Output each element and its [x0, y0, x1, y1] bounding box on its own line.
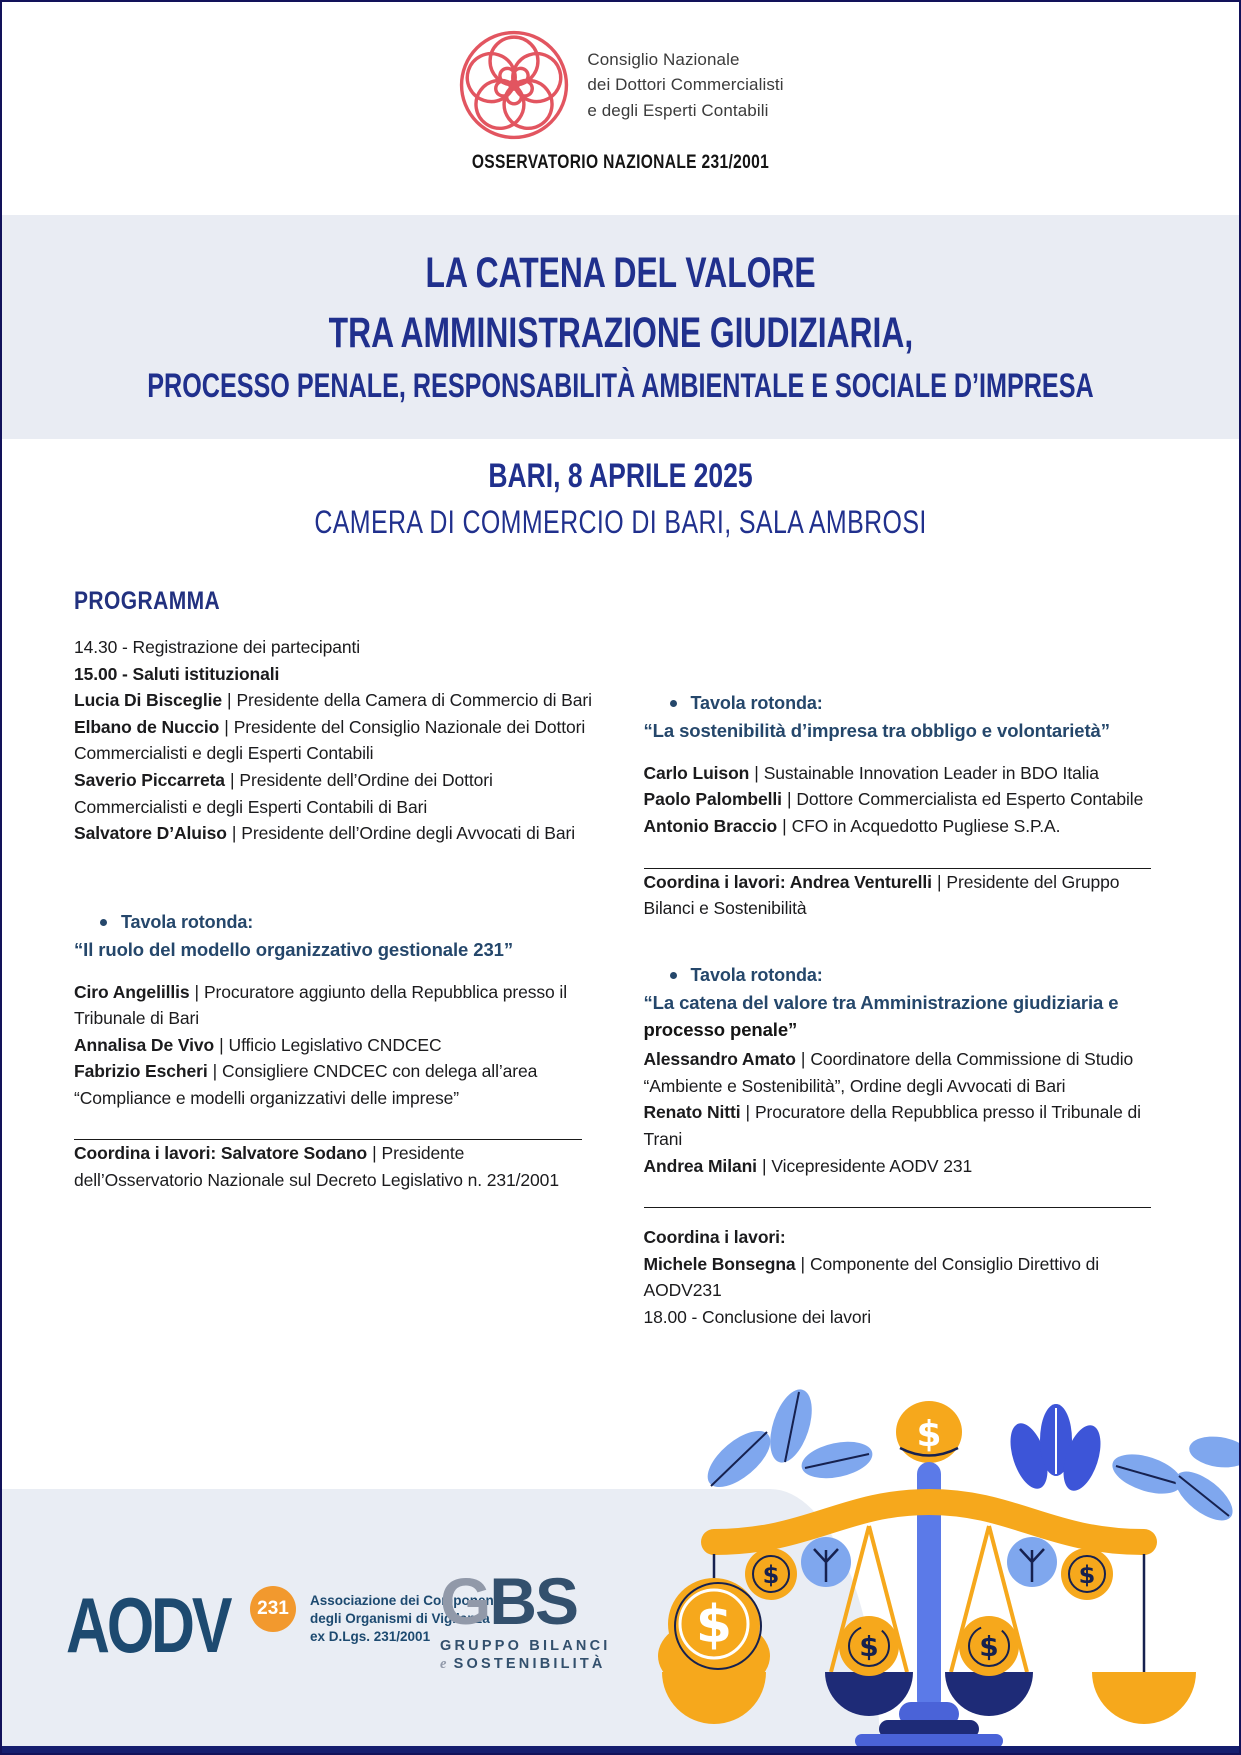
coin-small-left — [745, 1548, 797, 1600]
event-date: BARI, 8 APRILE 2025 — [488, 457, 753, 495]
roundtable-2-heading — [644, 690, 1168, 745]
event-title-line-2: TRA AMMINISTRAZIONE GIUDIZIARIA, — [328, 308, 913, 357]
roundtable-2-label: Tavola rotonda: — [644, 690, 1168, 717]
observatory-label: OSSERVATORIO NAZIONALE 231/2001 — [471, 152, 770, 173]
speaker-name: Paolo Palombelli — [643, 789, 782, 810]
speaker-entry — [74, 979, 598, 1032]
pipe-separator: | — [226, 690, 232, 711]
roundtable-1-speakers — [74, 979, 598, 1112]
speaker-entry — [644, 1153, 1168, 1180]
gbs-subtitle-rest: SOSTENIBILITÀ — [453, 1656, 606, 1672]
speaker-entry — [644, 760, 1168, 787]
speaker-name: Fabrizio Escheri — [74, 1061, 208, 1082]
speaker-role: Procuratore aggiunto della Repubblica presso il Tribunale di Bari — [74, 981, 567, 1029]
speaker-role: Ufficio Legislativo CNDCEC — [228, 1034, 442, 1055]
schedule-welcome: 15.00 - Saluti istituzionali — [74, 663, 280, 684]
money-bag — [896, 1401, 962, 1463]
speaker-role: Coordinatore della Commissione di Studio “Ambiente e Sostenibilità”, Ordine degli Avvocati di Bari — [643, 1049, 1134, 1096]
speaker-role: Presidente dell’Ordine degli Avvocati di Bari — [241, 823, 575, 844]
svg-text:$: $ — [916, 1414, 942, 1455]
roundtable-1-heading — [74, 909, 598, 964]
speaker-entry — [644, 786, 1168, 813]
gbs-subtitle-line2 — [440, 1656, 610, 1673]
coin-small-right — [1061, 1548, 1113, 1600]
speaker-entry — [74, 1058, 598, 1111]
speaker-entry — [644, 813, 1168, 840]
roundtable-3-title-blue: “La catena del valore tra Amministrazione giudiziaria e — [643, 991, 1119, 1013]
speaker-name: Lucia Di Bisceglie — [74, 690, 222, 711]
pipe-separator: | — [219, 1034, 224, 1055]
svg-text:$: $ — [762, 1561, 780, 1589]
branch-circle-left — [801, 1537, 851, 1587]
speaker-name: Renato Nitti — [643, 1102, 741, 1123]
speaker-role: Presidente della Camera di Commercio di Bari — [236, 690, 592, 711]
aodv-desc-line: Associazione dei Componenti — [310, 1593, 503, 1608]
speaker-entry — [74, 714, 598, 767]
speaker-name: Carlo Luison — [643, 762, 750, 783]
roundtable-2-speakers — [644, 760, 1168, 840]
roundtable-3-label: Tavola rotonda: — [644, 962, 1168, 989]
speaker-name: Salvatore D’Aluiso — [74, 823, 227, 844]
pipe-separator: | — [745, 1102, 750, 1123]
leaves-left — [698, 1384, 875, 1497]
coordinator-role: Presidente del Gruppo Bilanci e Sostenibilità — [643, 871, 1120, 919]
logo-text-line: dei Dottori Commercialisti — [587, 75, 784, 95]
svg-text:$: $ — [979, 1630, 999, 1663]
roundtable-2-title: “La sostenibilità d’impresa tra obbligo e volontarietà” — [643, 720, 1110, 741]
pipe-separator: | — [212, 1061, 218, 1082]
gbs-subtitle-line1: GRUPPO BILANCI — [440, 1638, 611, 1654]
pipe-separator: | — [194, 981, 199, 1002]
speaker-entry — [644, 1046, 1168, 1099]
coordinator-role: Presidente dell’Osservatorio Nazionale sul Decreto Legislativo n. 231/2001 — [74, 1143, 559, 1191]
gbs-italic-e: e — [440, 1656, 450, 1672]
pipe-separator: | — [229, 769, 235, 790]
aodv-231-badge: 231 — [250, 1586, 296, 1632]
pipe-separator: | — [782, 815, 787, 836]
coordinator-lead: Coordina i lavori: — [643, 1227, 786, 1248]
coin-pan-left — [839, 1616, 899, 1676]
aodv-desc-line: degli Organismi di Vigilanza — [310, 1611, 490, 1627]
logo-text-line: e degli Esperti Contabili — [587, 100, 769, 120]
coordinator-lead: Coordina i lavori: Andrea Venturelli — [643, 871, 932, 892]
program-column-left — [74, 634, 598, 1331]
pipe-separator: | — [224, 716, 229, 737]
event-title-line-3: PROCESSO PENALE, RESPONSABILITÀ AMBIENTALE E SOCIALE D’IMPRESA — [147, 366, 1094, 405]
pipe-separator: | — [372, 1143, 377, 1164]
leaves-right — [1108, 1433, 1239, 1530]
roundtable-3-coordinator — [644, 1224, 1168, 1304]
coordinator-name: Michele Bonsegna — [643, 1253, 796, 1274]
event-info — [2, 457, 1239, 541]
schedule-closing: 18.00 - Conclusione dei lavori — [643, 1306, 872, 1327]
cndcec-knot-icon — [457, 28, 571, 142]
speaker-name: Andrea Milani — [643, 1155, 757, 1176]
speaker-role: Sustainable Innovation Leader in BDO Italia — [763, 762, 1099, 783]
speaker-entry — [644, 1099, 1168, 1152]
gbs-letter-g: G — [440, 1564, 490, 1638]
pipe-separator: | — [800, 1049, 806, 1070]
bottom-accent-strip — [2, 1746, 1239, 1753]
branch-circle-right — [1007, 1537, 1057, 1587]
pan-outer-right — [1092, 1672, 1196, 1724]
speaker-role: Consigliere CNDCEC con delega all’area “Compliance e modelli organizzativi delle imprese” — [74, 1061, 538, 1108]
roundtable-3-title — [644, 989, 1168, 1045]
svg-text:$: $ — [859, 1630, 879, 1663]
logo-text-line: Consiglio Nazionale — [587, 49, 740, 69]
header — [2, 28, 1239, 174]
coin-pan-right — [959, 1616, 1019, 1676]
speaker-entry — [74, 820, 598, 847]
pipe-separator: | — [786, 789, 792, 810]
bullet-dot — [670, 972, 677, 979]
coordinator-lead: Coordina i lavori: Salvatore Sodano — [74, 1143, 368, 1164]
opening-speakers — [74, 687, 598, 847]
roundtable-3-speakers — [644, 1046, 1168, 1179]
leaves-center-dark — [1003, 1404, 1107, 1495]
speaker-role: Presidente del Consiglio Nazionale dei Dottori Commercialisti e degli Esperti Contabili — [74, 716, 586, 764]
speaker-name: Elbano de Nuccio — [74, 716, 220, 737]
schedule-registration: 14.30 - Registrazione dei partecipanti — [74, 637, 361, 657]
speaker-role: Procuratore della Repubblica presso il Tribunale di Trani — [643, 1102, 1141, 1149]
svg-text:$: $ — [1078, 1561, 1096, 1589]
roundtable-1-title: “Il ruolo del modello organizzativo gestionale 231” — [74, 938, 513, 960]
bullet-dot — [670, 700, 677, 707]
pipe-separator: | — [761, 1155, 767, 1176]
speaker-name: Annalisa De Vivo — [74, 1034, 215, 1055]
speaker-role: Dottore Commercialista ed Esperto Contabile — [796, 789, 1144, 810]
gbs-logo — [440, 1564, 611, 1673]
program-columns — [2, 634, 1239, 1331]
pipe-separator: | — [231, 823, 237, 844]
speaker-name: Saverio Piccarreta — [74, 769, 225, 790]
pipe-separator: | — [800, 1253, 805, 1274]
pan-inner-right — [945, 1672, 1033, 1716]
pipe-separator: | — [754, 762, 759, 783]
cndcec-logo — [2, 28, 1239, 142]
gbs-letters-bs: BS — [489, 1564, 578, 1638]
speaker-entry — [74, 767, 598, 820]
program-heading: PROGRAMMA — [74, 587, 221, 615]
speaker-name: Antonio Braccio — [643, 815, 778, 836]
speaker-name: Alessandro Amato — [643, 1049, 796, 1070]
column-divider — [644, 1207, 1152, 1208]
event-title-line-1: LA CATENA DEL VALORE — [425, 249, 816, 298]
pan-outer-left — [662, 1672, 766, 1724]
speaker-entry — [74, 1032, 598, 1059]
roundtable-1-coordinator — [74, 1140, 598, 1193]
speaker-entry — [74, 687, 598, 714]
roundtable-3-title-black: processo penale” — [643, 1019, 798, 1041]
coordinator-role: Componente del Consiglio Direttivo di AODV231 — [643, 1253, 1100, 1301]
speaker-name: Ciro Angelillis — [74, 981, 190, 1002]
aodv-wordmark: AODV — [66, 1581, 230, 1669]
event-venue: CAMERA DI COMMERCIO DI BARI, SALA AMBROSI — [314, 504, 927, 540]
title-banner — [2, 215, 1239, 439]
pan-inner-left — [825, 1672, 913, 1716]
cndcec-logo-text — [587, 47, 783, 124]
roundtable-2-coordinator — [644, 869, 1168, 922]
roundtable-3-heading — [644, 962, 1168, 1045]
roundtable-1-label: Tavola rotonda: — [74, 909, 598, 936]
bullet-dot — [100, 919, 107, 926]
gbs-wordmark — [440, 1564, 610, 1638]
pipe-separator: | — [936, 871, 942, 892]
aodv-desc-line: ex D.Lgs. 231/2001 — [310, 1629, 431, 1645]
speaker-role: Vicepresidente AODV 231 — [771, 1155, 973, 1176]
svg-text:$: $ — [695, 1595, 733, 1655]
program-column-right — [644, 634, 1168, 1331]
speaker-role: Presidente dell’Ordine dei Dottori Commercialisti e degli Esperti Contabili di Bari — [74, 769, 493, 817]
speaker-role: CFO in Acquedotto Pugliese S.P.A. — [791, 815, 1061, 836]
justice-scale-illustration — [619, 1374, 1239, 1746]
